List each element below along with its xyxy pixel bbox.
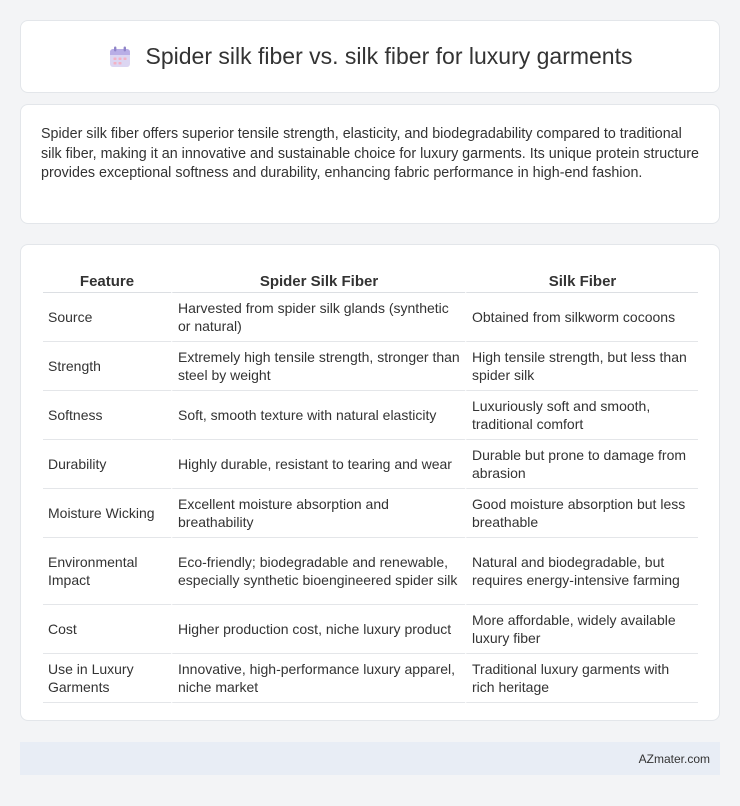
cell-silk: Good moisture absorption but less breathable <box>465 489 698 538</box>
title-wrap <box>108 43 633 70</box>
header-card <box>20 20 720 93</box>
table-row <box>43 342 698 391</box>
cell-spider-silk: Highly durable, resistant to tearing and wear <box>171 440 465 489</box>
cell-silk: Natural and biodegradable, but requires energy-intensive farming <box>465 538 698 605</box>
cell-feature: Cost <box>43 605 171 654</box>
cell-feature: Softness <box>43 391 171 440</box>
cell-feature: Strength <box>43 342 171 391</box>
cell-feature: Moisture Wicking <box>43 489 171 538</box>
cell-feature: Use in Luxury Garments <box>43 654 171 703</box>
cell-spider-silk: Innovative, high-performance luxury apparel, niche market <box>171 654 465 703</box>
cell-silk: More affordable, widely available luxury fiber <box>465 605 698 654</box>
cell-spider-silk: Extremely high tensile strength, stronger than steel by weight <box>171 342 465 391</box>
cell-spider-silk: Higher production cost, niche luxury product <box>171 605 465 654</box>
cell-silk: Durable but prone to damage from abrasion <box>465 440 698 489</box>
table-row <box>43 538 698 605</box>
table-row <box>43 605 698 654</box>
table-row <box>43 654 698 703</box>
cell-spider-silk: Soft, smooth texture with natural elasticity <box>171 391 465 440</box>
cell-feature: Environmental Impact <box>43 538 171 605</box>
cell-silk: Traditional luxury garments with rich heritage <box>465 654 698 703</box>
cell-feature: Durability <box>43 440 171 489</box>
cell-spider-silk: Excellent moisture absorption and breathability <box>171 489 465 538</box>
intro-paragraph: Spider silk fiber offers superior tensile strength, elasticity, and biodegradability compared to traditional silk fiber, making it an innovative and sustainable choice for luxury garments. Its unique protein structure provides exceptional softness and durability, enhancing fabric performance in high-end fashion. <box>41 126 699 181</box>
table-row <box>43 440 698 489</box>
table-row <box>43 489 698 538</box>
footer-brand: AZmater.com <box>638 751 710 766</box>
cell-silk: Obtained from silkworm cocoons <box>465 293 698 342</box>
cell-spider-silk: Eco-friendly; biodegradable and renewable, especially synthetic bioengineered spider silk <box>171 538 465 605</box>
cell-feature: Source <box>43 293 171 342</box>
table-row <box>43 293 698 342</box>
header-spider-silk: Spider Silk Fiber <box>171 265 465 293</box>
comparison-table <box>43 265 698 703</box>
cell-silk: Luxuriously soft and smooth, traditional comfort <box>465 391 698 440</box>
comparison-card <box>20 244 720 721</box>
footer-bar <box>20 742 720 775</box>
cell-spider-silk: Harvested from spider silk glands (synthetic or natural) <box>171 293 465 342</box>
table-header-row <box>43 265 698 293</box>
calendar-icon <box>108 45 132 69</box>
intro-card <box>20 104 720 224</box>
header-silk: Silk Fiber <box>465 265 698 293</box>
header-feature: Feature <box>43 265 171 293</box>
cell-silk: High tensile strength, but less than spider silk <box>465 342 698 391</box>
page-title: Spider silk fiber vs. silk fiber for luxury garments <box>145 43 633 69</box>
table-row <box>43 391 698 440</box>
